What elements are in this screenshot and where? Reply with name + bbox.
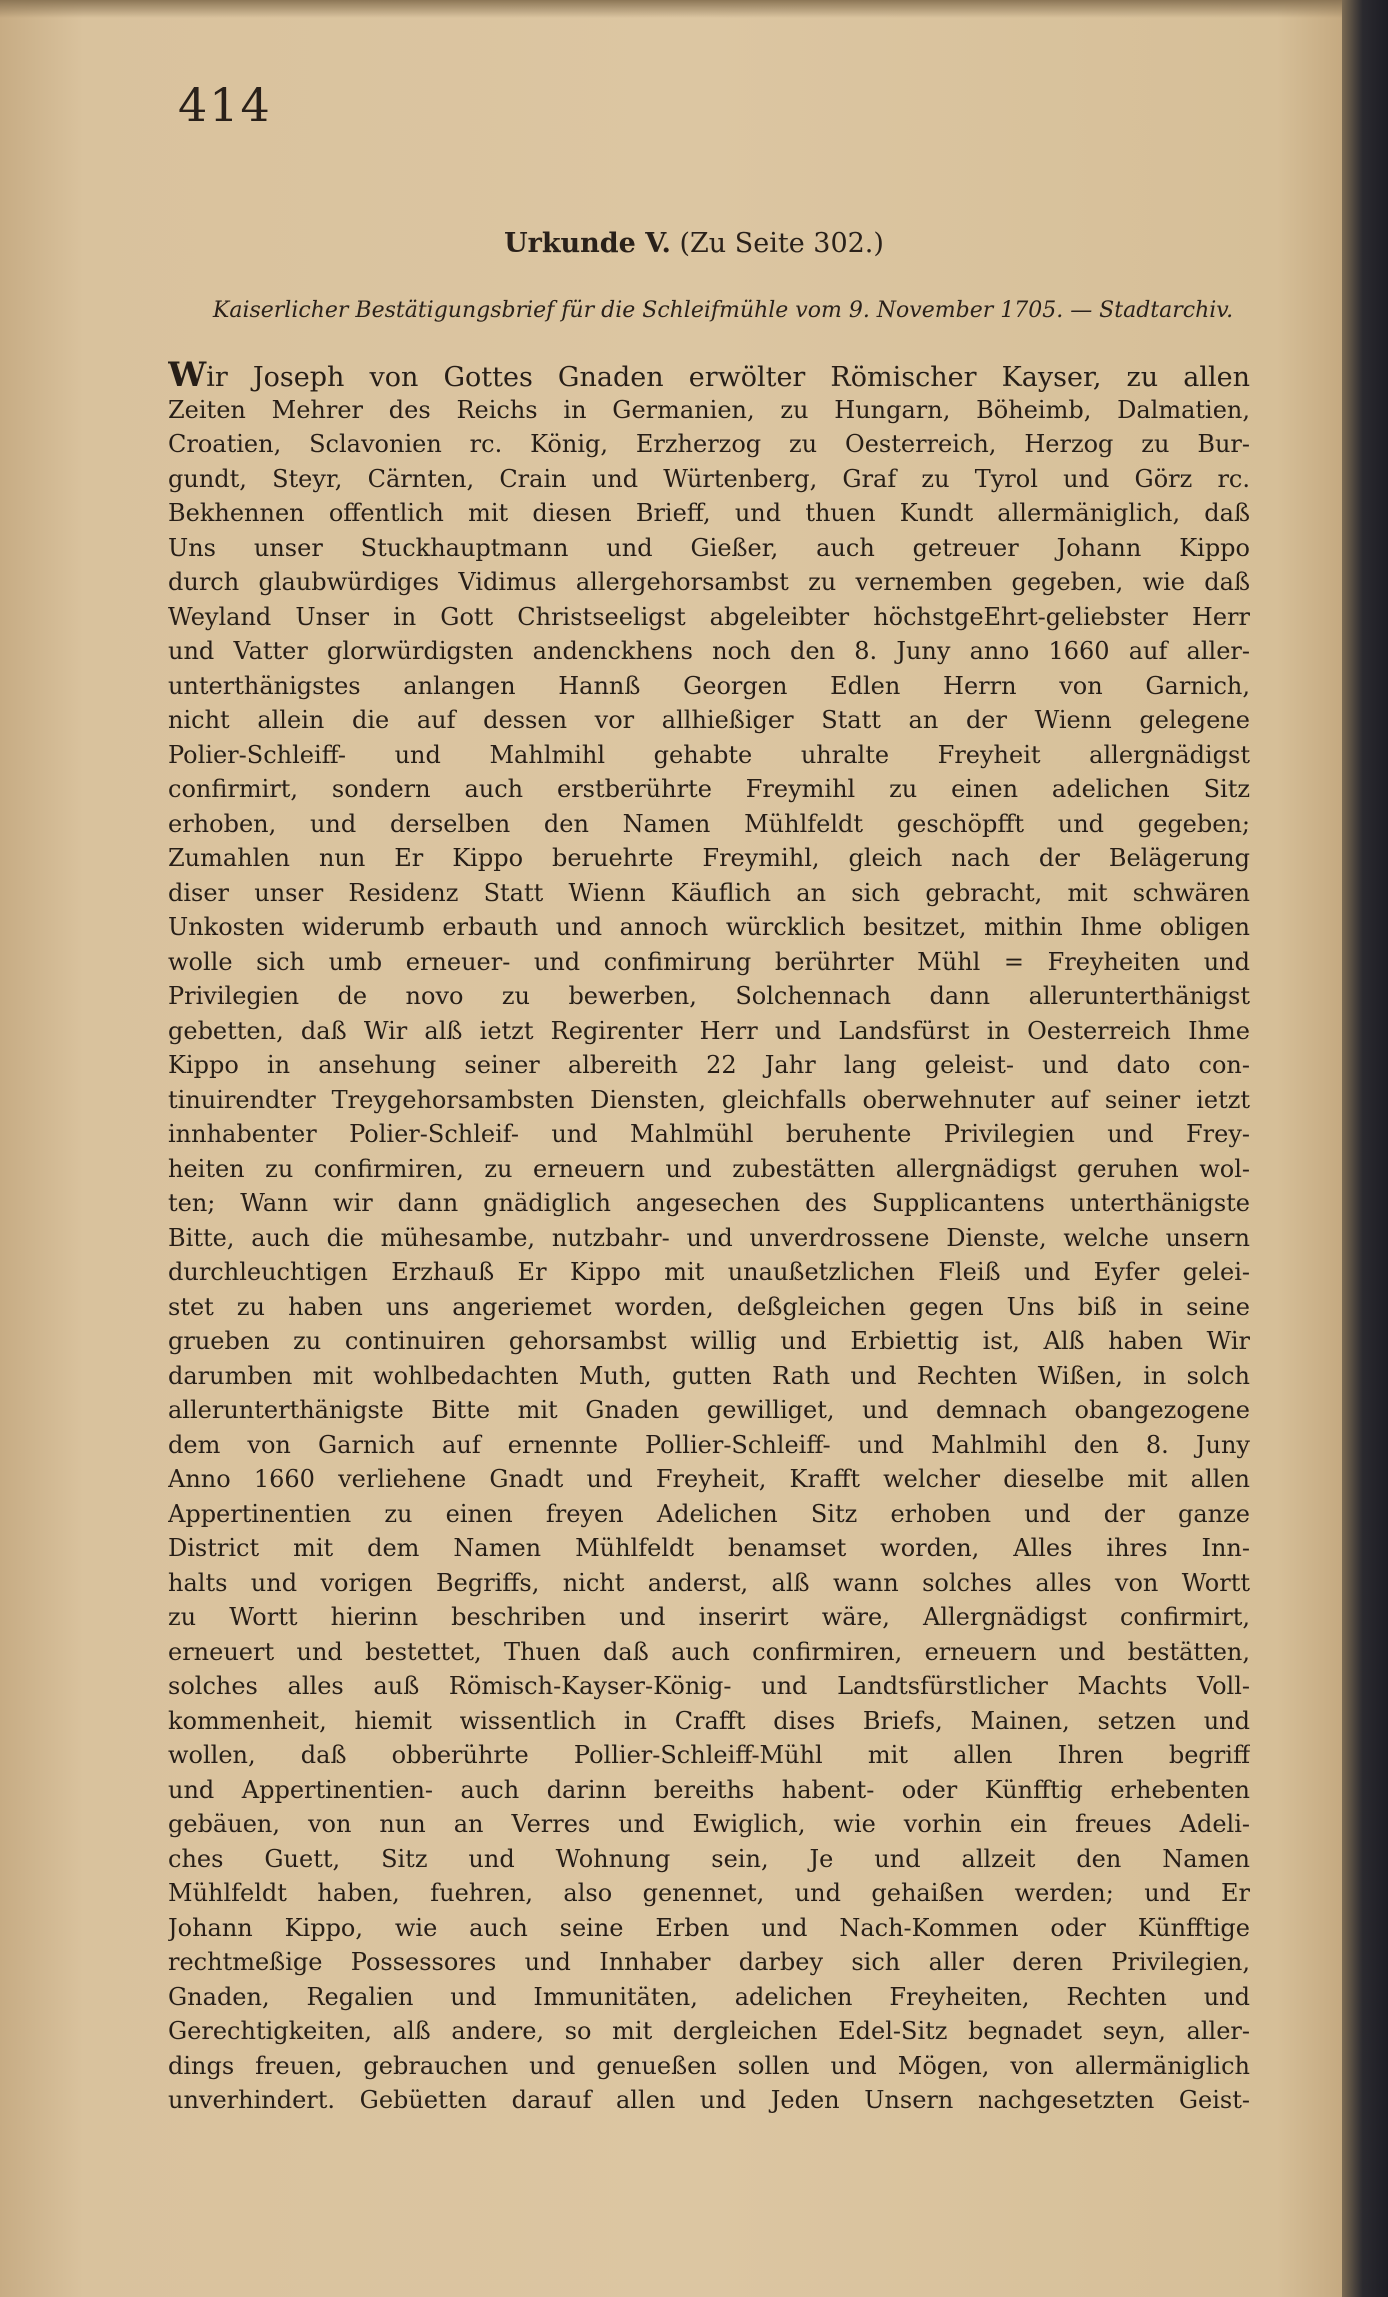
- document-body: [168, 358, 1250, 2118]
- text-line-content: heiten zu confirmiren, zu erneuern und zubestätten allergnädigst geruhen wol-: [168, 1154, 1250, 1183]
- text-line: [168, 1255, 1250, 1290]
- text-line-content: nicht allein die auf dessen vor allhießiger Statt an der Wienn gelegene: [168, 706, 1250, 734]
- text-line: [168, 1014, 1250, 1049]
- text-line-content: diser unser Residenz Statt Wienn Käuflich an sich gebracht, mit schwären: [168, 878, 1250, 907]
- text-line-content: confirmirt, sondern auch erstberührte Freymihl zu einen adelichen Sitz: [168, 775, 1250, 803]
- text-line-content: gebetten, daß Wir alß ietzt Regirenter Herr und Landsfürst in Oesterreich Ihme: [168, 1016, 1250, 1045]
- text-line-content: halts und vorigen Begriffs, nicht anderst, alß wann solches alles von Wortt: [168, 1568, 1250, 1597]
- text-line-content: grueben zu continuiren gehorsambst willig und Erbiettig ist, Alß haben Wir: [168, 1327, 1250, 1355]
- text-line-content: kommenheit, hiemit wissentlich in Crafft dises Briefs, Mainen, setzen und: [168, 1706, 1250, 1735]
- text-line-content: zu Wortt hierinn beschriben und inserirt wäre, Allergnädigst confirmirt,: [168, 1603, 1250, 1631]
- text-line-content: Croatien, Sclavonien rc. König, Erzherzog zu Oesterreich, Herzog zu Bur-: [168, 430, 1250, 458]
- text-line: [168, 1428, 1250, 1463]
- text-line: [168, 1048, 1250, 1083]
- text-line-content: Privilegien de novo zu bewerben, Solchennach dann allerunterthänigst: [168, 982, 1250, 1010]
- text-line: [168, 393, 1250, 428]
- text-line: [168, 1738, 1250, 1773]
- text-line: [168, 979, 1250, 1014]
- text-line: [168, 738, 1250, 773]
- book-binding-edge: [1342, 0, 1388, 2297]
- text-line: [168, 2049, 1250, 2084]
- text-line-content: Mühlfeldt haben, fuehren, also genennet, und gehaißen werden; und Er: [168, 1879, 1250, 1907]
- text-line: [168, 1876, 1250, 1911]
- text-line: [168, 358, 1250, 393]
- text-line-content: Unkosten widerumb erbauth und annoch würcklich besitzet, mithin Ihme obligen: [168, 913, 1250, 941]
- text-line-content: ten; Wann wir dann gnädiglich angesechen des Supplicantens unterthänigste: [168, 1189, 1250, 1217]
- text-line: [168, 1497, 1250, 1532]
- text-line-content: Bitte, auch die mühesambe, nutzbahr- und unverdrossene Dienste, welche unsern: [168, 1223, 1250, 1252]
- text-line: [168, 876, 1250, 911]
- page-top-shadow: [0, 0, 1388, 18]
- text-line: [168, 1669, 1250, 1704]
- text-line: [168, 703, 1250, 738]
- text-line: [168, 1186, 1250, 1221]
- text-line: [168, 1359, 1250, 1394]
- text-line: [168, 1393, 1250, 1428]
- text-line: [168, 1290, 1250, 1325]
- text-line-content: gundt, Steyr, Cärnten, Crain und Würtenberg, Graf zu Tyrol und Görz rc.: [168, 464, 1250, 493]
- text-line: [168, 910, 1250, 945]
- text-line: [168, 1083, 1250, 1118]
- text-line-content: stet zu haben uns angeriemet worden, deßgleichen gegen Uns biß in seine: [168, 1292, 1250, 1321]
- text-line: [168, 1566, 1250, 1601]
- text-line-content: und Vatter glorwürdigsten andenckhens noch den 8. Juny anno 1660 auf aller-: [168, 637, 1250, 665]
- text-line-content: tinuirendter Treygehorsambsten Diensten, gleichfalls oberwehnuter auf seiner ietzt: [168, 1085, 1250, 1114]
- text-line: [168, 565, 1250, 600]
- text-line-content: ir Joseph von Gottes Gnaden erwölter Römischer Kayser, zu allen: [206, 362, 1250, 393]
- document-title: Urkunde V.: [504, 228, 671, 259]
- text-line-content: Uns unser Stuckhauptmann und Gießer, auch getreuer Johann Kippo: [168, 533, 1250, 562]
- text-line: [168, 1600, 1250, 1635]
- page-number: 414: [178, 78, 272, 132]
- text-line: [168, 1704, 1250, 1739]
- text-line: [168, 634, 1250, 669]
- text-line-content: Johann Kippo, wie auch seine Erben und Nach-Kommen oder Künfftige: [168, 1913, 1250, 1942]
- text-line-content: unterthänigstes anlangen Hannß Georgen Edlen Herrn von Garnich,: [168, 671, 1250, 700]
- text-line: [168, 1842, 1250, 1877]
- text-line: [168, 600, 1250, 635]
- text-line-content: rechtmeßige Possessores und Innhaber darbey sich aller deren Privilegien,: [168, 1948, 1250, 1976]
- text-line: [168, 2083, 1250, 2118]
- text-line-content: durchleuchtigen Erzhauß Er Kippo mit unaußetzlichen Fleiß und Eyfer gelei-: [168, 1258, 1250, 1286]
- page-reference: (Zu Seite 302.): [679, 228, 884, 259]
- text-line-content: Gerechtigkeiten, alß andere, so mit dergleichen Edel-Sitz begnadet seyn, aller-: [168, 2017, 1250, 2045]
- text-line: [168, 1911, 1250, 1946]
- text-line: [168, 1117, 1250, 1152]
- text-line-content: Appertinentien zu einen freyen Adelichen Sitz erhoben und der ganze: [168, 1499, 1250, 1528]
- text-line-content: Anno 1660 verliehene Gnadt und Freyheit, Krafft welcher dieselbe mit allen: [168, 1465, 1250, 1493]
- text-line: [168, 2014, 1250, 2049]
- text-line-content: Zeiten Mehrer des Reichs in Germanien, zu Hungarn, Böheimb, Dalmatien,: [168, 395, 1250, 424]
- text-line: [168, 669, 1250, 704]
- text-line: [168, 841, 1250, 876]
- text-line-content: innhabenter Polier-Schleif- und Mahlmühl beruhente Privilegien und Frey-: [168, 1120, 1250, 1148]
- text-line-content: erhoben, und derselben den Namen Mühlfeldt geschöpfft und gegeben;: [168, 809, 1250, 838]
- initial-letter: W: [168, 358, 207, 393]
- text-line-content: erneuert und bestettet, Thuen daß auch confirmiren, erneuern und bestätten,: [168, 1637, 1250, 1666]
- text-line: [168, 1807, 1250, 1842]
- text-line: [168, 496, 1250, 531]
- text-line-content: wolle sich umb erneuer- und confimirung berührter Mühl = Freyheiten und: [168, 947, 1250, 976]
- text-line-content: durch glaubwürdiges Vidimus allergehorsambst zu vernemben gegeben, wie daß: [168, 568, 1250, 596]
- text-line-content: unverhindert. Gebüetten darauf allen und Jeden Unsern nachgesetzten Geist-: [168, 2086, 1250, 2114]
- text-line-content: Bekhennen offentlich mit diesen Brieff, und thuen Kundt allermäniglich, daß: [168, 499, 1250, 527]
- document-heading: [0, 228, 1388, 259]
- text-line: [168, 1773, 1250, 1808]
- text-line: [168, 462, 1250, 497]
- text-line-content: dings freuen, gebrauchen und genueßen sollen und Mögen, von allermäniglich: [168, 2051, 1250, 2080]
- text-line: [168, 1324, 1250, 1359]
- text-line-content: Weyland Unser in Gott Christseeligst abgeleibter höchstgeEhrt-geliebster Herr: [168, 602, 1250, 631]
- text-line: [168, 945, 1250, 980]
- text-line: [168, 772, 1250, 807]
- text-line-content: darumben mit wohlbedachten Muth, gutten Rath und Rechten Wißen, in solch: [168, 1361, 1250, 1390]
- text-line: [168, 1945, 1250, 1980]
- text-line-content: Polier-Schleiff- und Mahlmihl gehabte uhralte Freyheit allergnädigst: [168, 740, 1250, 769]
- text-line-content: wollen, daß obberührte Pollier-Schleiff-Mühl mit allen Ihren begriff: [168, 1741, 1250, 1769]
- text-line: [168, 1531, 1250, 1566]
- text-line: [168, 1221, 1250, 1256]
- text-line-content: Gnaden, Regalien und Immunitäten, adelichen Freyheiten, Rechten und: [168, 1982, 1250, 2011]
- text-line: [168, 1152, 1250, 1187]
- text-line-content: allerunterthänigste Bitte mit Gnaden gewilliget, und demnach obangezogene: [168, 1396, 1250, 1424]
- text-line: [168, 1980, 1250, 2015]
- text-line-content: dem von Garnich auf ernennte Pollier-Schleiff- und Mahlmihl den 8. Juny: [168, 1430, 1250, 1459]
- text-line-content: gebäuen, von nun an Verres und Ewiglich, wie vorhin ein freues Adeli-: [168, 1810, 1250, 1838]
- text-line-content: Zumahlen nun Er Kippo beruehrte Freymihl, gleich nach der Belägerung: [168, 844, 1250, 872]
- text-line-content: solches alles auß Römisch-Kayser-König- und Landtsfürstlicher Machts Voll-: [168, 1672, 1250, 1700]
- text-line-content: und Appertinentien- auch darinn bereiths habent- oder Künfftig erhebenten: [168, 1775, 1250, 1804]
- text-line: [168, 807, 1250, 842]
- document-subtitle: Kaiserlicher Bestätigungsbrief für die Schleifmühle vom 9. November 1705. — Stadtarchiv.: [212, 298, 1234, 323]
- text-line-content: District mit dem Namen Mühlfeldt benamset worden, Alles ihres Inn-: [168, 1534, 1250, 1562]
- text-line: [168, 427, 1250, 462]
- text-line-content: Kippo in ansehung seiner albereith 22 Jahr lang geleist- und dato con-: [168, 1051, 1250, 1079]
- text-line: [168, 531, 1250, 566]
- text-line: [168, 1462, 1250, 1497]
- text-line-content: ches Guett, Sitz und Wohnung sein, Je und allzeit den Namen: [168, 1844, 1250, 1873]
- text-line: [168, 1635, 1250, 1670]
